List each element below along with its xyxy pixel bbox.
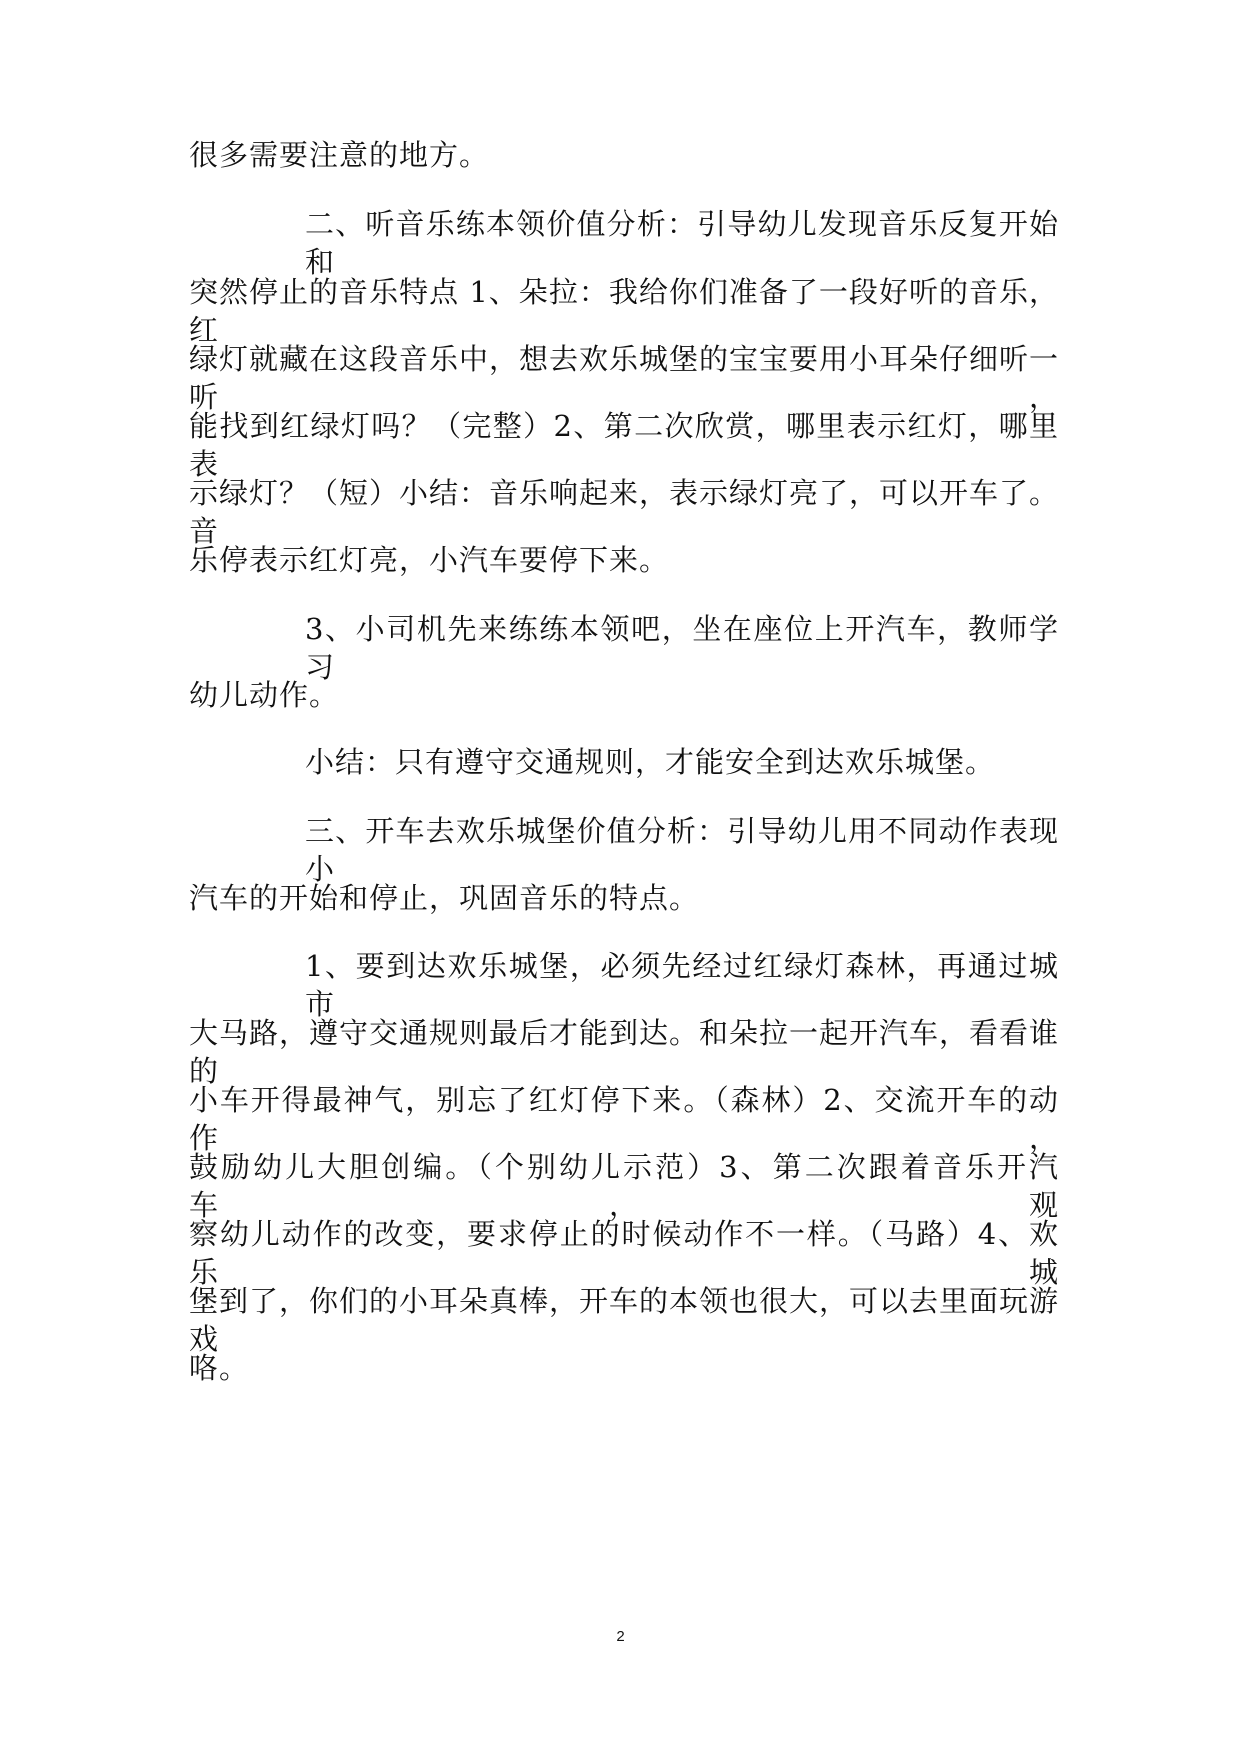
text-line: 能找到红绿灯吗？（完整）2、第二次欣赏，哪里表示红灯，哪里表 (189, 409, 1059, 481)
text-line: 3、小司机先来练练本领吧，坐在座位上开汽车，教师学习 (305, 612, 1059, 684)
text-line: 幼儿动作。 (189, 678, 340, 712)
text-line: 三、开车去欢乐城堡价值分析：引导幼儿用不同动作表现小 (305, 814, 1059, 886)
text-line: 察幼儿动作的改变，要求停止的时候动作不一样。（马路）4、欢乐城 (189, 1217, 1059, 1289)
text-line: 乐停表示红灯亮，小汽车要停下来。 (189, 543, 670, 577)
text-line: 很多需要注意的地方。 (189, 138, 490, 172)
text-line: 1、要到达欢乐城堡，必须先经过红绿灯森林，再通过城市 (305, 949, 1059, 1021)
text-line: 咯。 (189, 1351, 250, 1385)
text-line: 小结：只有遵守交通规则，才能安全到达欢乐城堡。 (305, 745, 996, 779)
text-line: 绿灯就藏在这段音乐中，想去欢乐城堡的宝宝要用小耳朵仔细听一听， (189, 342, 1060, 414)
text-line: 堡到了，你们的小耳朵真棒，开车的本领也很大，可以去里面玩游戏 (189, 1284, 1060, 1356)
page-number: 2 (616, 1628, 625, 1645)
text-line: 突然停止的音乐特点 1、朵拉：我给你们准备了一段好听的音乐，红 (189, 275, 1059, 347)
text-line: 小车开得最神气，别忘了红灯停下来。（森林）2、交流开车的动作， (189, 1083, 1059, 1155)
text-line: 大马路，遵守交通规则最后才能到达。和朵拉一起开汽车，看看谁的 (189, 1016, 1060, 1088)
text-line: 汽车的开始和停止，巩固音乐的特点。 (189, 881, 700, 915)
text-line: 示绿灯？（短）小结：音乐响起来，表示绿灯亮了，可以开车了。音 (189, 476, 1060, 548)
text-line: 二、听音乐练本领价值分析：引导幼儿发现音乐反复开始和 (305, 207, 1059, 279)
text-line: 鼓励幼儿大胆创编。（个别幼儿示范）3、第二次跟着音乐开汽车，观 (189, 1150, 1059, 1222)
